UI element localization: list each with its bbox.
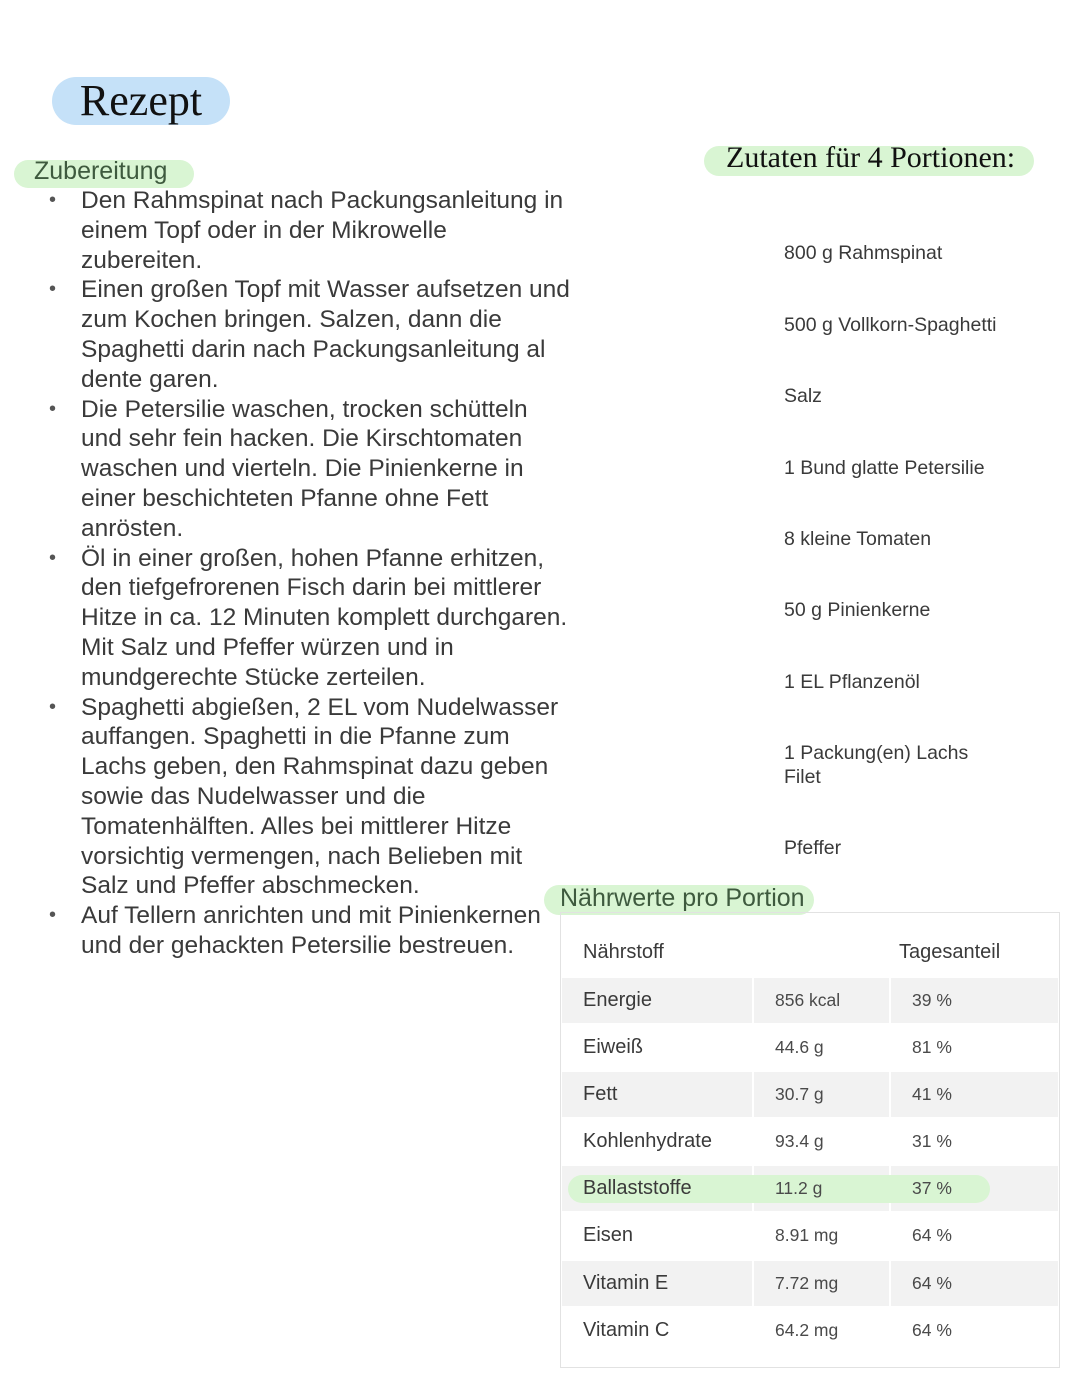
nutrition-heading: Nährwerte pro Portion bbox=[560, 884, 805, 912]
preparation-step: • Einen großen Topf mit Wasser aufsetzen und zum Kochen bringen. Salzen, dann die Spaghetti darin nach Packungsanleitung al dente garen. bbox=[44, 275, 574, 394]
nutrient-amount: 64.2 mg bbox=[775, 1320, 839, 1340]
preparation-step: • Die Petersilie waschen, trocken schütteln und sehr fein hacken. Die Kirschtomaten waschen und vierteln. Die Pinienkerne in einer beschichteten Pfanne ohne Fett anrösten. bbox=[44, 395, 574, 544]
nutrient-name: Fett bbox=[583, 1083, 618, 1105]
nutrient-name: Vitamin E bbox=[583, 1272, 669, 1294]
nutrient-amount: 11.2 g bbox=[775, 1178, 823, 1198]
ingredient-item: 800 g Rahmspinat bbox=[784, 242, 943, 264]
ingredient-item: Pfeffer bbox=[784, 837, 842, 859]
nutrition-row bbox=[562, 1166, 1058, 1211]
nutrient-name: Vitamin C bbox=[583, 1319, 670, 1341]
nutrient-amount: 856 kcal bbox=[775, 990, 841, 1010]
nutrition-column-header: Nährstoff bbox=[583, 941, 664, 963]
preparation-step: • Spaghetti abgießen, 2 EL vom Nudelwasser auffangen. Spaghetti in die Pfanne zum Lachs geben, den Rahmspinat dazu geben sowie das Nudelwasser und die Tomatenhälften. Alles bei mittlerer Hitze vorsichtig vermengen, nach Belieben mit Salz und Pfeffer abschmecken. bbox=[44, 693, 574, 902]
nutrient-name: Kohlenhydrate bbox=[583, 1130, 712, 1152]
nutrient-name: Energie bbox=[583, 989, 652, 1011]
nutrient-name: Ballaststoffe bbox=[583, 1177, 692, 1199]
nutrition-row bbox=[562, 1213, 1058, 1258]
ingredient-item: 1 Packung(en) Lachs Filet bbox=[784, 742, 969, 788]
nutrient-daily-value: 39 % bbox=[912, 990, 952, 1010]
nutrient-amount: 8.91 mg bbox=[775, 1225, 839, 1245]
nutrient-daily-value: 37 % bbox=[912, 1178, 952, 1198]
nutrient-amount: 44.6 g bbox=[775, 1037, 824, 1057]
nutrient-daily-value: 64 % bbox=[912, 1225, 952, 1245]
nutrient-name: Eiweiß bbox=[583, 1036, 644, 1058]
nutrient-amount: 7.72 mg bbox=[775, 1273, 839, 1293]
preparation-heading: Zubereitung bbox=[34, 157, 168, 185]
nutrient-amount: 30.7 g bbox=[775, 1084, 824, 1104]
nutrition-row bbox=[562, 978, 1058, 1023]
nutrition-row bbox=[562, 1119, 1058, 1164]
nutrition-row bbox=[562, 1025, 1058, 1070]
nutrition-column-header: Tagesanteil bbox=[899, 941, 1001, 963]
nutrition-row bbox=[562, 1072, 1058, 1117]
ingredients-heading: Zutaten für 4 Portionen: bbox=[726, 141, 1016, 174]
preparation-step: • Öl in einer großen, hohen Pfanne erhitzen, den tiefgefrorenen Fisch darin bei mittlerer Hitze in ca. 12 Minuten komplett durchgaren. Mit Salz und Pfeffer würzen und in mundgerechte Stücke zerteilen. bbox=[44, 544, 574, 693]
preparation-step: • Auf Tellern anrichten und mit Pinienkernen und der gehackten Petersilie bestreuen. bbox=[44, 901, 574, 961]
ingredient-item: 1 Bund glatte Petersilie bbox=[784, 457, 985, 479]
ingredient-item: 1 EL Pflanzenöl bbox=[784, 671, 920, 693]
ingredient-item: 8 kleine Tomaten bbox=[784, 528, 932, 550]
nutrient-daily-value: 41 % bbox=[912, 1084, 952, 1104]
nutrition-row bbox=[562, 1308, 1058, 1353]
nutrient-amount: 93.4 g bbox=[775, 1131, 824, 1151]
ingredient-item: Salz bbox=[784, 385, 822, 407]
ingredient-item: 50 g Pinienkerne bbox=[784, 599, 931, 621]
nutrition-row bbox=[562, 1261, 1058, 1306]
nutrient-daily-value: 64 % bbox=[912, 1273, 952, 1293]
preparation-step: • Den Rahmspinat nach Packungsanleitung in einem Topf oder in der Mikrowelle zubereiten. bbox=[44, 186, 574, 275]
preparation-steps bbox=[44, 186, 574, 961]
nutrient-daily-value: 64 % bbox=[912, 1320, 952, 1340]
page-title: Rezept bbox=[52, 77, 230, 125]
ingredient-item: 500 g Vollkorn-Spaghetti bbox=[784, 314, 997, 336]
nutrient-daily-value: 81 % bbox=[912, 1037, 952, 1057]
nutrient-name: Eisen bbox=[583, 1224, 634, 1246]
nutrient-daily-value: 31 % bbox=[912, 1131, 952, 1151]
